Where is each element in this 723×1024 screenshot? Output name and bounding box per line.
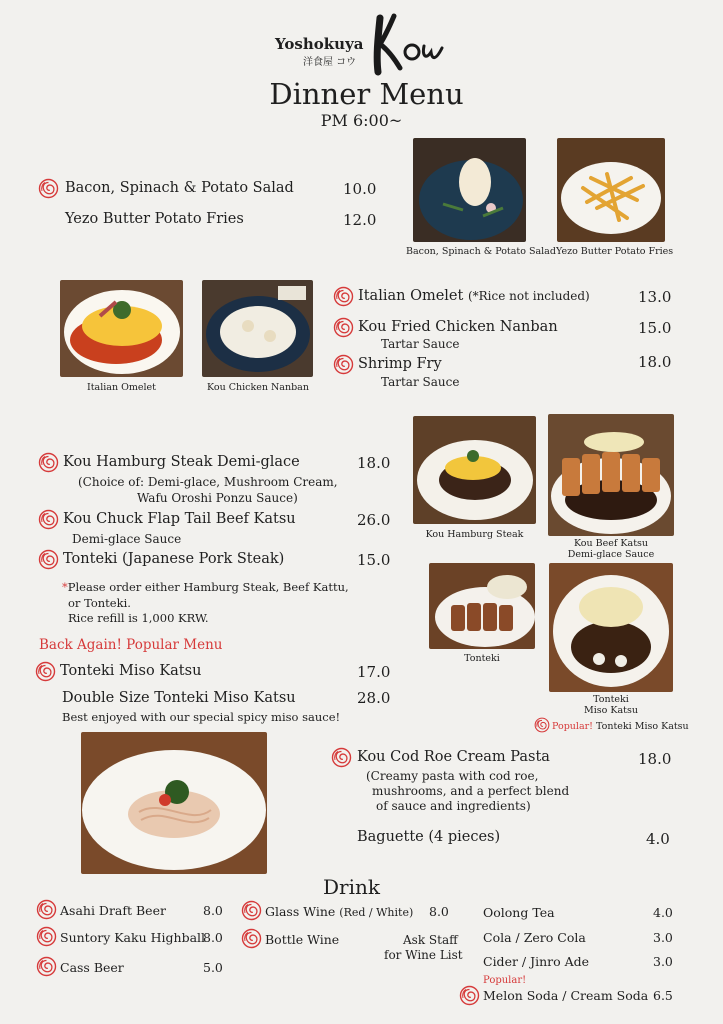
rose-icon (36, 899, 57, 920)
rose-icon (38, 509, 59, 530)
item-double-miso-name: Double Size Tonteki Miso Katsu (62, 690, 296, 706)
glass-wine-color: (Red / White) (339, 906, 414, 919)
caption-tonteki: Tonteki (464, 653, 500, 664)
item-salad-name: Bacon, Spinach & Potato Salad (65, 180, 294, 196)
order-note-2: or Tonteki. (68, 596, 131, 610)
photo-hamburg (413, 416, 536, 524)
drink-asahi-price: 8.0 (203, 903, 223, 918)
photo-beef-katsu (548, 414, 674, 536)
item-double-miso-sub: Best enjoyed with our special spicy miso sauce! (62, 710, 341, 724)
item-baguette-price: 4.0 (646, 830, 670, 848)
item-fries-name: Yezo Butter Potato Fries (65, 211, 244, 227)
drink-cola-price: 3.0 (653, 930, 673, 945)
item-codroe-name: Kou Cod Roe Cream Pasta (357, 749, 550, 765)
item-hamburg-sub-2: Wafu Oroshi Ponzu Sauce) (137, 491, 298, 505)
photo-miso-pasta (81, 732, 267, 874)
rose-icon (331, 747, 352, 768)
rose-icon (241, 900, 262, 921)
caption-nanban: Kou Chicken Nanban (207, 382, 309, 393)
drink-heading: Drink (323, 875, 380, 899)
omelet-label: Italian Omelet (358, 288, 464, 304)
drink-oolong-price: 4.0 (653, 905, 673, 920)
caption-miso-1: Tonteki (593, 694, 629, 705)
drink-cass-price: 5.0 (203, 960, 223, 975)
item-beefkatsu-price: 26.0 (357, 511, 391, 529)
item-codroe-sub-1: (Creamy pasta with cod roe, (366, 769, 539, 783)
item-hamburg-price: 18.0 (357, 454, 391, 472)
glass-wine-label: Glass Wine (265, 904, 336, 919)
item-beefkatsu-name: Kou Chuck Flap Tail Beef Katsu (63, 511, 296, 527)
item-nanban-sub: Tartar Sauce (381, 337, 460, 351)
drink-bottle-wine: Bottle Wine (265, 932, 340, 947)
rose-icon (36, 926, 57, 947)
omelet-note: (*Rice not included) (467, 289, 590, 303)
page-title: Dinner Menu (269, 77, 464, 111)
item-miso-price: 17.0 (357, 663, 391, 681)
rose-icon (35, 661, 56, 682)
item-beefkatsu-sub: Demi-glace Sauce (72, 532, 182, 546)
popular-tag: Popular! (552, 721, 593, 732)
item-miso-name: Tonteki Miso Katsu (60, 663, 202, 679)
item-nanban-name: Kou Fried Chicken Nanban (358, 319, 558, 335)
item-baguette-name: Baguette (4 pieces) (357, 829, 501, 845)
order-note-star: * (62, 580, 68, 594)
item-shrimp-sub: Tartar Sauce (381, 375, 460, 389)
item-codroe-sub-3: of sauce and ingredients) (376, 799, 531, 813)
rose-icon (459, 985, 480, 1006)
brand-name: Yoshokuya (275, 35, 364, 53)
rose-icon (333, 354, 354, 375)
photo-miso-katsu (549, 563, 673, 692)
item-fries-price: 12.0 (343, 211, 377, 229)
drink-cola-name: Cola / Zero Cola (483, 930, 586, 945)
rose-icon (38, 178, 59, 199)
popular-heading: Back Again! Popular Menu (39, 637, 223, 653)
drink-kaku-name: Suntory Kaku Highball (60, 930, 206, 945)
item-hamburg-name: Kou Hamburg Steak Demi-glace (63, 454, 300, 470)
caption-beef-katsu-2: Demi-glace Sauce (567, 549, 655, 560)
rose-icon (38, 452, 59, 473)
drink-cider-name: Cider / Jinro Ade (483, 954, 590, 969)
photo-salad (413, 138, 526, 242)
item-shrimp-price: 18.0 (638, 353, 672, 371)
rose-icon (36, 956, 57, 977)
drink-cider-price: 3.0 (653, 954, 673, 969)
rose-icon (333, 286, 354, 307)
rose-icon (534, 717, 550, 733)
item-tonteki-price: 15.0 (357, 551, 391, 569)
photo-fries (557, 138, 665, 242)
brand-name-jp: 洋食屋 コウ (303, 57, 357, 68)
drink-oolong-name: Oolong Tea (483, 905, 555, 920)
caption-salad: Bacon, Spinach & Potato Salad (406, 246, 556, 257)
drink-melon-tag: Popular! (483, 975, 527, 986)
item-double-miso-price: 28.0 (357, 689, 391, 707)
caption-omelet: Italian Omelet (86, 382, 156, 393)
item-hamburg-sub-1: (Choice of: Demi-glace, Mushroom Cream, (78, 475, 338, 489)
item-codroe-price: 18.0 (638, 750, 672, 768)
drink-glass-wine (265, 904, 413, 919)
ask-staff-1: Ask Staff (403, 933, 458, 947)
item-omelet-name (358, 288, 590, 304)
caption-fries: Yezo Butter Potato Fries (556, 246, 674, 257)
popular-item: Tonteki Miso Katsu (593, 721, 689, 732)
item-nanban-price: 15.0 (638, 319, 672, 337)
drink-asahi-name: Asahi Draft Beer (60, 903, 166, 918)
order-note-1 (62, 580, 349, 594)
photo-nanban (202, 280, 313, 377)
caption-miso-2: Miso Katsu (584, 705, 638, 716)
caption-hamburg: Kou Hamburg Steak (425, 529, 524, 540)
item-salad-price: 10.0 (343, 180, 377, 198)
item-shrimp-name: Shrimp Fry (358, 356, 442, 372)
order-note-3: Rice refill is 1,000 KRW. (68, 611, 209, 625)
photo-tonteki (429, 563, 535, 649)
brand-logo (368, 8, 448, 78)
ask-staff-2: for Wine List (384, 948, 463, 962)
photo-omelet (60, 280, 183, 377)
rose-icon (333, 317, 354, 338)
caption-beef-katsu-1: Kou Beef Katsu (573, 538, 649, 549)
caption-popular (552, 721, 689, 732)
rose-icon (38, 549, 59, 570)
item-codroe-sub-2: mushrooms, and a perfect blend (372, 784, 570, 798)
item-omelet-price: 13.0 (638, 288, 672, 306)
dinner-time: PM 6:00~ (320, 111, 403, 130)
drink-glass-wine-price: 8.0 (429, 904, 449, 919)
drink-cass-name: Cass Beer (60, 960, 124, 975)
order-note-line-1: Please order either Hamburg Steak, Beef Kattu, (67, 580, 349, 594)
drink-melon-price: 6.5 (653, 988, 673, 1003)
rose-icon (241, 928, 262, 949)
item-tonteki-name: Tonteki (Japanese Pork Steak) (63, 551, 285, 567)
drink-kaku-price: 8.0 (203, 930, 223, 945)
drink-melon-name: Melon Soda / Cream Soda (483, 988, 649, 1003)
